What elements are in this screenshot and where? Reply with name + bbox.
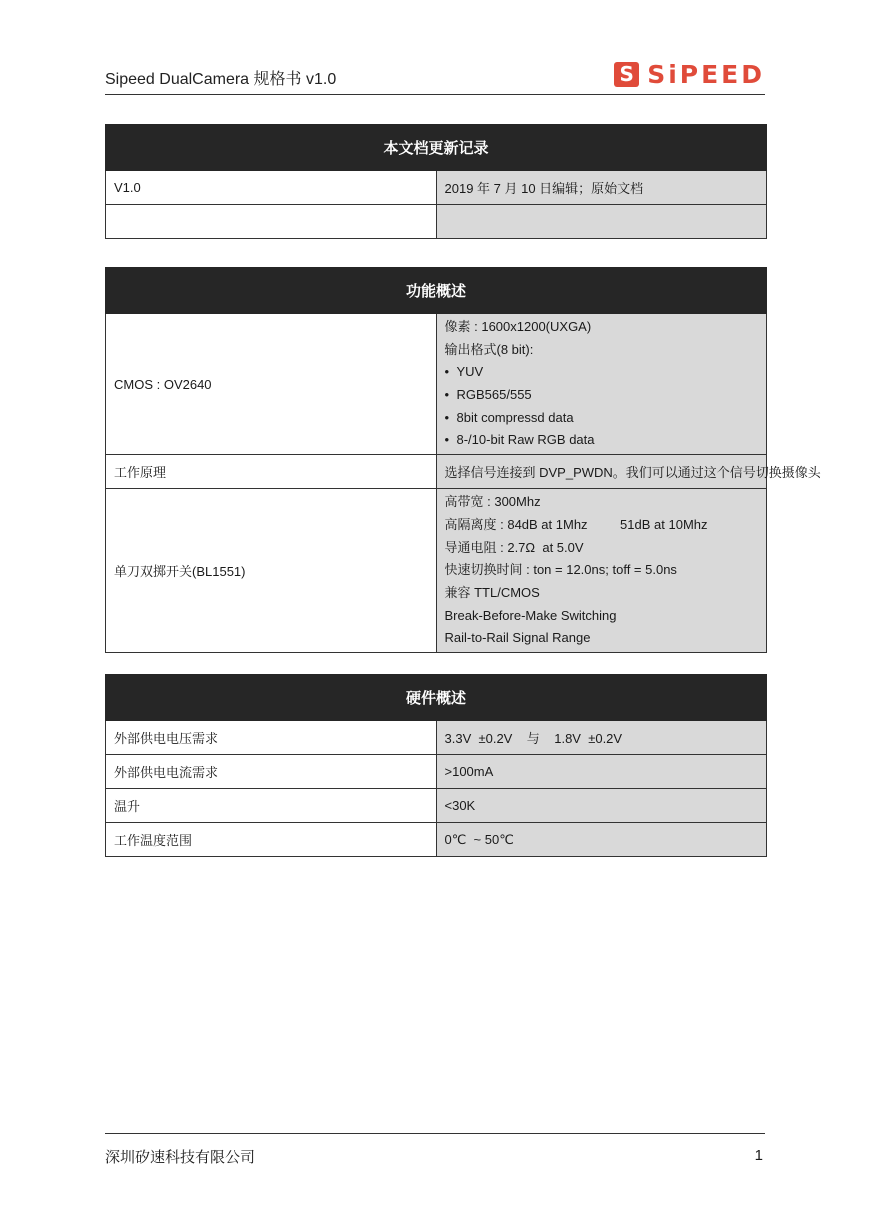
- function-overview-title: 功能概述: [106, 268, 767, 314]
- switch-value-cell: [436, 489, 767, 653]
- spec-line: Rail-to-Rail Signal Range: [444, 630, 591, 646]
- temp-rise-value-cell: <30K: [436, 789, 767, 823]
- operating-temp-value-cell: 0℃ ~ 50℃: [436, 823, 767, 857]
- principle-key-cell: 工作原理: [106, 455, 437, 489]
- table-row: [106, 789, 767, 823]
- voltage-value-cell: 3.3V ±0.2V 与 1.8V ±0.2V: [436, 721, 767, 755]
- operating-temp-key-cell: 工作温度范围: [106, 823, 437, 857]
- bullet-item: • 8-/10-bit Raw RGB data: [445, 429, 759, 452]
- table-row: [106, 755, 767, 789]
- principle-value-cell: 选择信号连接到 DVP_PWDN。我们可以通过这个信号切换摄像头: [436, 455, 767, 489]
- table-row: [106, 314, 767, 455]
- table-row: [106, 205, 767, 239]
- current-key-cell: 外部供电电流需求: [106, 755, 437, 789]
- empty-key-cell: [106, 205, 437, 239]
- logo-text: SiPEED: [647, 59, 765, 89]
- pixel-line: 像素 : 1600x1200(UXGA): [444, 319, 592, 334]
- spec-line: 导通电阻 : 2.7Ω at 5.0V: [444, 539, 584, 555]
- logo-icon: S: [614, 62, 639, 87]
- update-record-title: 本文档更新记录: [106, 125, 767, 171]
- page-footer: [105, 1133, 765, 1166]
- spec-line: 快速切换时间 : ton = 12.0ns; toff = 5.0ns: [444, 562, 677, 578]
- table-row: [106, 823, 767, 857]
- spec-line: 兼容 TTL/CMOS: [444, 584, 540, 600]
- spec-line: Break-Before-Make Switching: [444, 607, 617, 623]
- sipeed-logo: [614, 60, 765, 88]
- document-title: Sipeed DualCamera 规格书 v1.0: [105, 71, 337, 88]
- function-overview-table: [105, 267, 821, 653]
- page-header: [105, 60, 765, 95]
- switch-key-cell: 单刀双掷开关(BL1551): [106, 489, 437, 653]
- table-row: [106, 721, 767, 755]
- temp-rise-key-cell: 温升: [106, 789, 437, 823]
- hardware-overview-table: [105, 674, 767, 857]
- page-number: 1: [754, 1147, 763, 1164]
- spec-line: 高带宽 : 300Mhz: [444, 494, 541, 510]
- current-value-cell: >100mA: [436, 755, 767, 789]
- spec-line: 高隔离度 : 84dB at 1Mhz 51dB at 10Mhz: [444, 516, 708, 532]
- bullet-item: • 8bit compressd data: [445, 407, 759, 430]
- output-format-line: 输出格式(8 bit):: [444, 341, 534, 357]
- voltage-key-cell: 外部供电电压需求: [106, 721, 437, 755]
- update-record-table: [105, 124, 767, 239]
- hardware-overview-title: 硬件概述: [106, 675, 767, 721]
- table-row: [106, 171, 767, 205]
- cmos-key-cell: CMOS : OV2640: [106, 314, 437, 455]
- company-name: 深圳矽速科技有限公司: [105, 1149, 256, 1166]
- table-row: [106, 489, 767, 653]
- cmos-value-cell: [436, 314, 767, 455]
- empty-value-cell: [436, 205, 767, 239]
- table-row: [106, 455, 767, 489]
- bullet-item: • YUV: [445, 361, 759, 384]
- version-note-cell: 2019 年 7 月 10 日编辑；原始文档: [436, 171, 767, 205]
- bullet-item: • RGB565/555: [445, 384, 759, 407]
- version-cell: V1.0: [106, 171, 437, 205]
